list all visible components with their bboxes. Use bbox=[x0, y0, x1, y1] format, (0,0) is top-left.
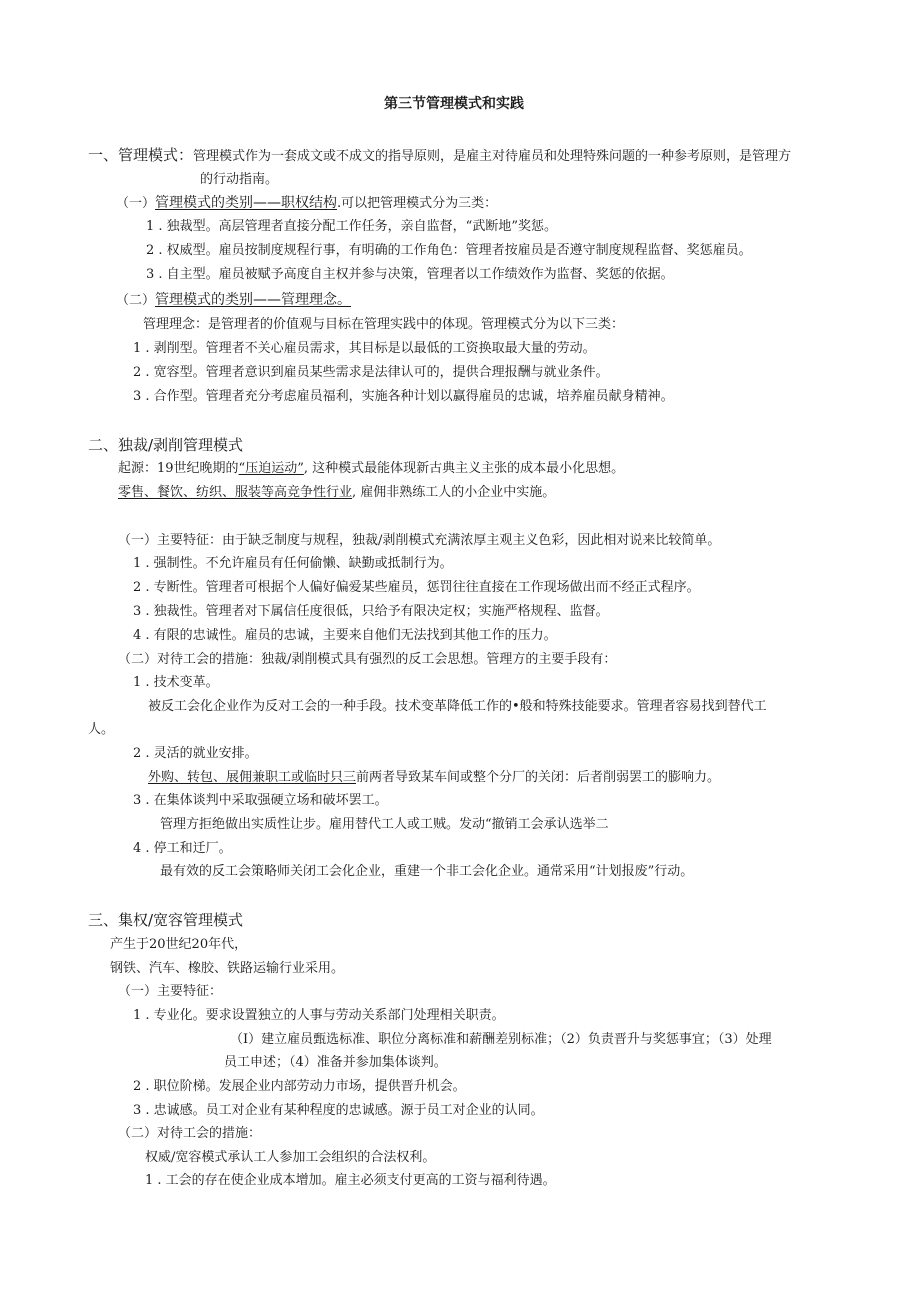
industries-list: 零售、餐饮、纺织、服装等高竞争性行业 bbox=[118, 485, 353, 500]
list-item: 1 . 工会的存在使企业成本增加。雇主必须支付更高的工资与福利待遇。 bbox=[145, 1173, 556, 1188]
list-item: 2 . 专断性。管理者可根据个人偏好偏爱某些雇员，惩罚往往直接在工作现场做出而不经正式程序。 bbox=[133, 580, 700, 595]
origin-term: “压迫运动” bbox=[238, 461, 304, 476]
list-item-detail: 管理方拒绝做出实质性让步。雇用替代工人或工贼。发动“撤销工会承认选举二 bbox=[160, 817, 609, 832]
employment-arrangements: 外购、转包、展佣兼职工或临时只三 bbox=[148, 770, 357, 785]
list-item: 4 . 停工和迁厂。 bbox=[133, 841, 232, 856]
subsection-1-2-intro: 管理理念：是管理者的价值观与目标在管理实践中的体现。管理模式分为以下三类： bbox=[143, 317, 625, 332]
list-item: 2 . 职位阶梯。发展企业内部劳动力市场，提供晋升机会。 bbox=[133, 1079, 466, 1094]
subsection-2-2-heading: （二）对待工会的措施：独裁/剥削模式具有强烈的反工会思想。管理方的主要手段有： bbox=[118, 652, 617, 667]
list-item: 1 . 专业化。要求设置独立的人事与劳动关系部门处理相关职责。 bbox=[133, 1008, 505, 1023]
subsection-1-2-heading bbox=[116, 291, 351, 310]
list-item: 4 . 有限的忠诚性。雇员的忠诚，主要来自他们无法找到其他工作的压力。 bbox=[133, 628, 557, 643]
section-2-industries bbox=[118, 484, 555, 502]
subsection-1-1-heading bbox=[116, 194, 497, 213]
list-item: 1 . 技术变革。 bbox=[133, 675, 219, 690]
section-2-origin bbox=[118, 460, 624, 478]
subsection-3-2-intro: 权威/宽容模式承认工人参加工会组织的合法权利。 bbox=[145, 1150, 436, 1165]
list-item: 1 . 独裁型。高层管理者直接分配工作任务，亲自监督，“武断地”奖惩。 bbox=[146, 219, 557, 234]
list-item-detail: （I）建立雇员甄选标准、职位分离标准和薪酬差别标准；（2）负责晋升与奖惩事宜；（3）处理 bbox=[230, 1032, 772, 1047]
list-item-detail bbox=[148, 769, 720, 787]
subsection-1-1-title: 管理模式的类别——职权结构 bbox=[155, 195, 338, 211]
origin-prefix: 起源：19世纪晚期的 bbox=[118, 461, 239, 476]
section-2-heading: 二、独裁/剥削管理模式 bbox=[88, 436, 244, 454]
page-title: 第三节管理模式和实践 bbox=[384, 96, 524, 112]
list-item-detail: 最有效的反工会策略师关闭工会化企业，重建一个非工会化企业。通常采用“计划报废”行动。 bbox=[160, 864, 694, 879]
list-item: 1 . 强制性。不允许雇员有任何偷懒、缺勤或抵制行为。 bbox=[133, 556, 453, 571]
section-3-industries: 钢铁、汽车、橡胶、铁路运输行业采用。 bbox=[110, 961, 345, 976]
list-item: 3 . 自主型。雇员被赋予高度自主权并参与决策，管理者以工作绩效作为监督、奖惩的依据。 bbox=[146, 267, 674, 282]
list-item: 2 . 权威型。雇员按制度规程行事，有明确的工作角色：管理者按雇员是否遵守制度规程监督、奖惩雇员。 bbox=[146, 243, 752, 258]
list-item: 3 . 独裁性。管理者对下属信任度很低，只给予有限决定权；实施严格规程、监督。 bbox=[133, 604, 609, 619]
list-item-detail: 被反工会化企业作为反对工会的一种手段。技术变革降低工作的•般和特殊技能要求。管理者容易找到替代工 bbox=[148, 699, 767, 714]
list-item: 3 . 忠诚感。员工对企业有某种程度的忠诚感。源于员工对企业的认同。 bbox=[133, 1103, 544, 1118]
subsection-1-1-intro: .可以把管理模式分为三类： bbox=[337, 196, 498, 211]
subsection-1-2-title: 管理模式的类别——管理理念。 bbox=[155, 292, 352, 308]
subsection-2-1-heading: （一）主要特征：由于缺乏制度与规程，独裁/剥削模式充满浓厚主观主义色彩，因此相对说来比较简单。 bbox=[118, 533, 721, 548]
section-1-definition-line-1 bbox=[88, 146, 791, 166]
origin-suffix: , 这种模式最能体现新古典主义主张的成本最小化思想。 bbox=[303, 461, 625, 476]
industries-suffix: , 雇佣非熟练工人的小企业中实施。 bbox=[352, 485, 556, 500]
employment-effects: 前两者导致某车间或整个分厂的关闭：后者削弱罢工的膨响力。 bbox=[356, 770, 721, 785]
subsection-1-1-number: （一） bbox=[116, 196, 156, 211]
subsection-3-1-heading: （一）主要特征： bbox=[118, 984, 223, 999]
list-item-detail: 人。 bbox=[88, 722, 115, 737]
list-item: 3 . 在集体谈判中采取强硬立场和破坏罢工。 bbox=[133, 793, 388, 808]
list-item: 1 . 剥削型。管理者不关心雇员需求，其目标是以最低的工资换取最大量的劳动。 bbox=[133, 341, 596, 356]
subsection-3-2-heading: （二）对待工会的措施： bbox=[118, 1126, 262, 1141]
section-3-heading: 三、集权/宽容管理模式 bbox=[88, 911, 244, 929]
list-item: 2 . 灵活的就业安排。 bbox=[133, 746, 258, 761]
section-3-origin: 产生于20世纪20年代， bbox=[110, 937, 248, 952]
section-1-definition-line-2: 的行动指南。 bbox=[200, 172, 279, 187]
section-1-definition: 管理模式作为一套成文或不成文的指导原则，是雇主对待雇员和处理特殊问题的一种参考原则，是管理方 bbox=[193, 149, 792, 164]
subsection-1-2-number: （二） bbox=[116, 293, 156, 308]
list-item: 3 . 合作型。管理者充分考虑雇员福利，实施各种计划以赢得雇员的忠诚，培养雇员献身精神。 bbox=[133, 389, 674, 404]
section-1-heading: 一、管理模式： bbox=[88, 146, 194, 164]
list-item: 2 . 宽容型。管理者意识到雇员某些需求是法律认可的，提供合理报酬与就业条件。 bbox=[133, 365, 609, 380]
list-item-detail: 员工申述；（4）准备并参加集体谈判。 bbox=[224, 1055, 447, 1070]
